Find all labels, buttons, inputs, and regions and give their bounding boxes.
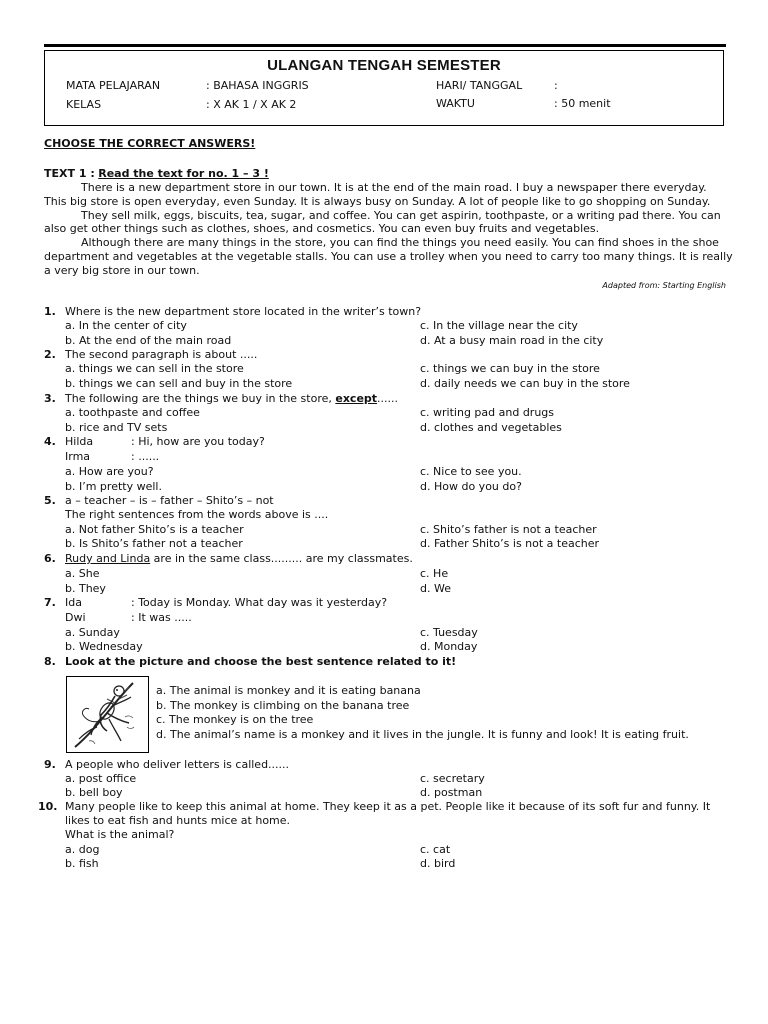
option-b: b. Wednesday [65,640,143,653]
option-b: b. I’m pretty well. [65,480,162,493]
dialog-line: : Today is Monday. What day was it yesterday? [131,596,388,609]
text1-line: a very big store in our town. [44,264,200,277]
dialog-line: : Hi, how are you today? [131,435,265,448]
option-c: c. Tuesday [420,626,478,639]
text1-line: They sell milk, eggs, biscuits, tea, sugar, and coffee. You can get aspirin, toothpaste, or a writing pad there. You can [81,209,721,222]
question-text [65,392,398,406]
exam-header [44,50,724,126]
option-b: b. bell boy [65,786,123,799]
class-label: KELAS [66,98,102,111]
text1-line: Although there are many things in the store, you can find the things you need easily. You can find shoes in the shoe [81,236,719,249]
top-rule [44,44,726,47]
monkey-picture [66,676,149,753]
option-c: c. In the village near the city [420,319,578,332]
text1-label: TEXT 1 : [44,167,95,180]
class-value: : X AK 1 / X AK 2 [206,98,297,111]
option-b: b. Is Shito’s father not a teacher [65,537,243,550]
option-d: d. Monday [420,640,478,653]
option-d: d. How do you do? [420,480,522,493]
option-c: c. secretary [420,772,485,785]
option-b: b. rice and TV sets [65,421,168,434]
option-d: d. daily needs we can buy in the store [420,377,630,390]
question-text-emphasis: except [335,392,378,405]
question-text: What is the animal? [65,828,175,841]
subject-value: : BAHASA INGGRIS [206,79,309,92]
option-b: b. The monkey is climbing on the banana tree [156,699,410,712]
question-text: likes to eat fish and hunts mice at home. [65,814,291,827]
text1-line: This big store is open everyday, even Sunday. It is always busy on Sunday. A lot of people like to go shopping on Sunday. [44,195,711,208]
option-a: a. In the center of city [65,319,187,332]
option-d: d. postman [420,786,483,799]
option-c: c. He [420,567,449,580]
dialog-speaker: Hilda [65,435,94,448]
question-text-pre: The following are the things we buy in the store, [65,392,336,405]
option-c: c. The monkey is on the tree [156,713,314,726]
text1-instruction: Read the text for no. 1 – 3 ! [98,167,269,180]
option-c: c. Shito’s father is not a teacher [420,523,597,536]
option-d: d. At a busy main road in the city [420,334,604,347]
question-number: 9. [44,758,56,771]
text1-line: also get other things such as clothes, shoes, and cosmetics. You can even buy fruits and vegetables. [44,222,600,235]
instruction: CHOOSE THE CORRECT ANSWERS! [44,137,256,150]
option-a: a. dog [65,843,100,856]
dialog-speaker: Dwi [65,611,86,624]
question-text-post: are in the same class......... are my classmates. [150,552,413,565]
question-number: 7. [44,596,56,609]
option-b: b. things we can sell and buy in the store [65,377,293,390]
day-date-label: HARI/ TANGGAL [436,79,523,92]
question-text-emphasis: Rudy and Linda [65,552,151,565]
question-number: 2. [44,348,56,361]
subject-label: MATA PELAJARAN [66,79,161,92]
option-c: c. Nice to see you. [420,465,522,478]
monkey-on-tree-icon [67,677,148,752]
question-text: Where is the new department store located in the writer’s town? [65,305,422,318]
question-text: The second paragraph is about ..... [65,348,258,361]
question-text: Look at the picture and choose the best sentence related to it! [65,655,457,668]
option-a: a. things we can sell in the store [65,362,244,375]
option-b: b. fish [65,857,99,870]
exam-title: ULANGAN TENGAH SEMESTER [267,57,501,74]
question-text: A people who deliver letters is called...... [65,758,290,771]
option-d: d. bird [420,857,456,870]
option-c: c. things we can buy in the store [420,362,600,375]
question-text: Many people like to keep this animal at home. They keep it as a pet. People like it because of its soft fur and funny. It [65,800,711,813]
question-number: 1. [44,305,56,318]
dialog-line: : It was ..... [131,611,192,624]
option-a: a. post office [65,772,137,785]
question-text [65,552,413,566]
option-d: d. Father Shito’s is not a teacher [420,537,600,550]
dialog-speaker: Irma [65,450,91,463]
time-label: WAKTU [436,97,475,110]
option-a: a. Not father Shito’s is a teacher [65,523,244,536]
question-number: 6. [44,552,56,565]
option-a: a. toothpaste and coffee [65,406,200,419]
dialog-speaker: Ida [65,596,82,609]
option-a: a. Sunday [65,626,120,639]
time-value: : 50 menit [554,97,611,110]
question-number: 4. [44,435,56,448]
option-d: d. The animal’s name is a monkey and it lives in the jungle. It is funny and look! It is eating fruit. [156,728,689,741]
option-b: b. They [65,582,106,595]
option-a: a. The animal is monkey and it is eating banana [156,684,421,697]
option-d: d. We [420,582,451,595]
text1-heading [44,167,269,181]
day-date-value: : [554,79,558,92]
option-a: a. How are you? [65,465,154,478]
question-number: 3. [44,392,56,405]
question-text-post: ...... [377,392,399,405]
text1-line: department and vegetables at the vegetable stalls. You can use a trolley when you need to carry too many things. It is really [44,250,733,263]
option-a: a. She [65,567,100,580]
option-b: b. At the end of the main road [65,334,232,347]
text1-source: Adapted from: Starting English [602,281,726,290]
option-d: d. clothes and vegetables [420,421,562,434]
question-text: The right sentences from the words above is .... [65,508,329,521]
text1-line: There is a new department store in our town. It is at the end of the main road. I buy a newspaper there everyday. [81,181,707,194]
question-number: 5. [44,494,56,507]
option-c: c. cat [420,843,451,856]
dialog-line: : ...... [131,450,160,463]
question-number: 10. [38,800,58,813]
option-c: c. writing pad and drugs [420,406,555,419]
question-text: a – teacher – is – father – Shito’s – not [65,494,274,507]
question-number: 8. [44,655,56,668]
